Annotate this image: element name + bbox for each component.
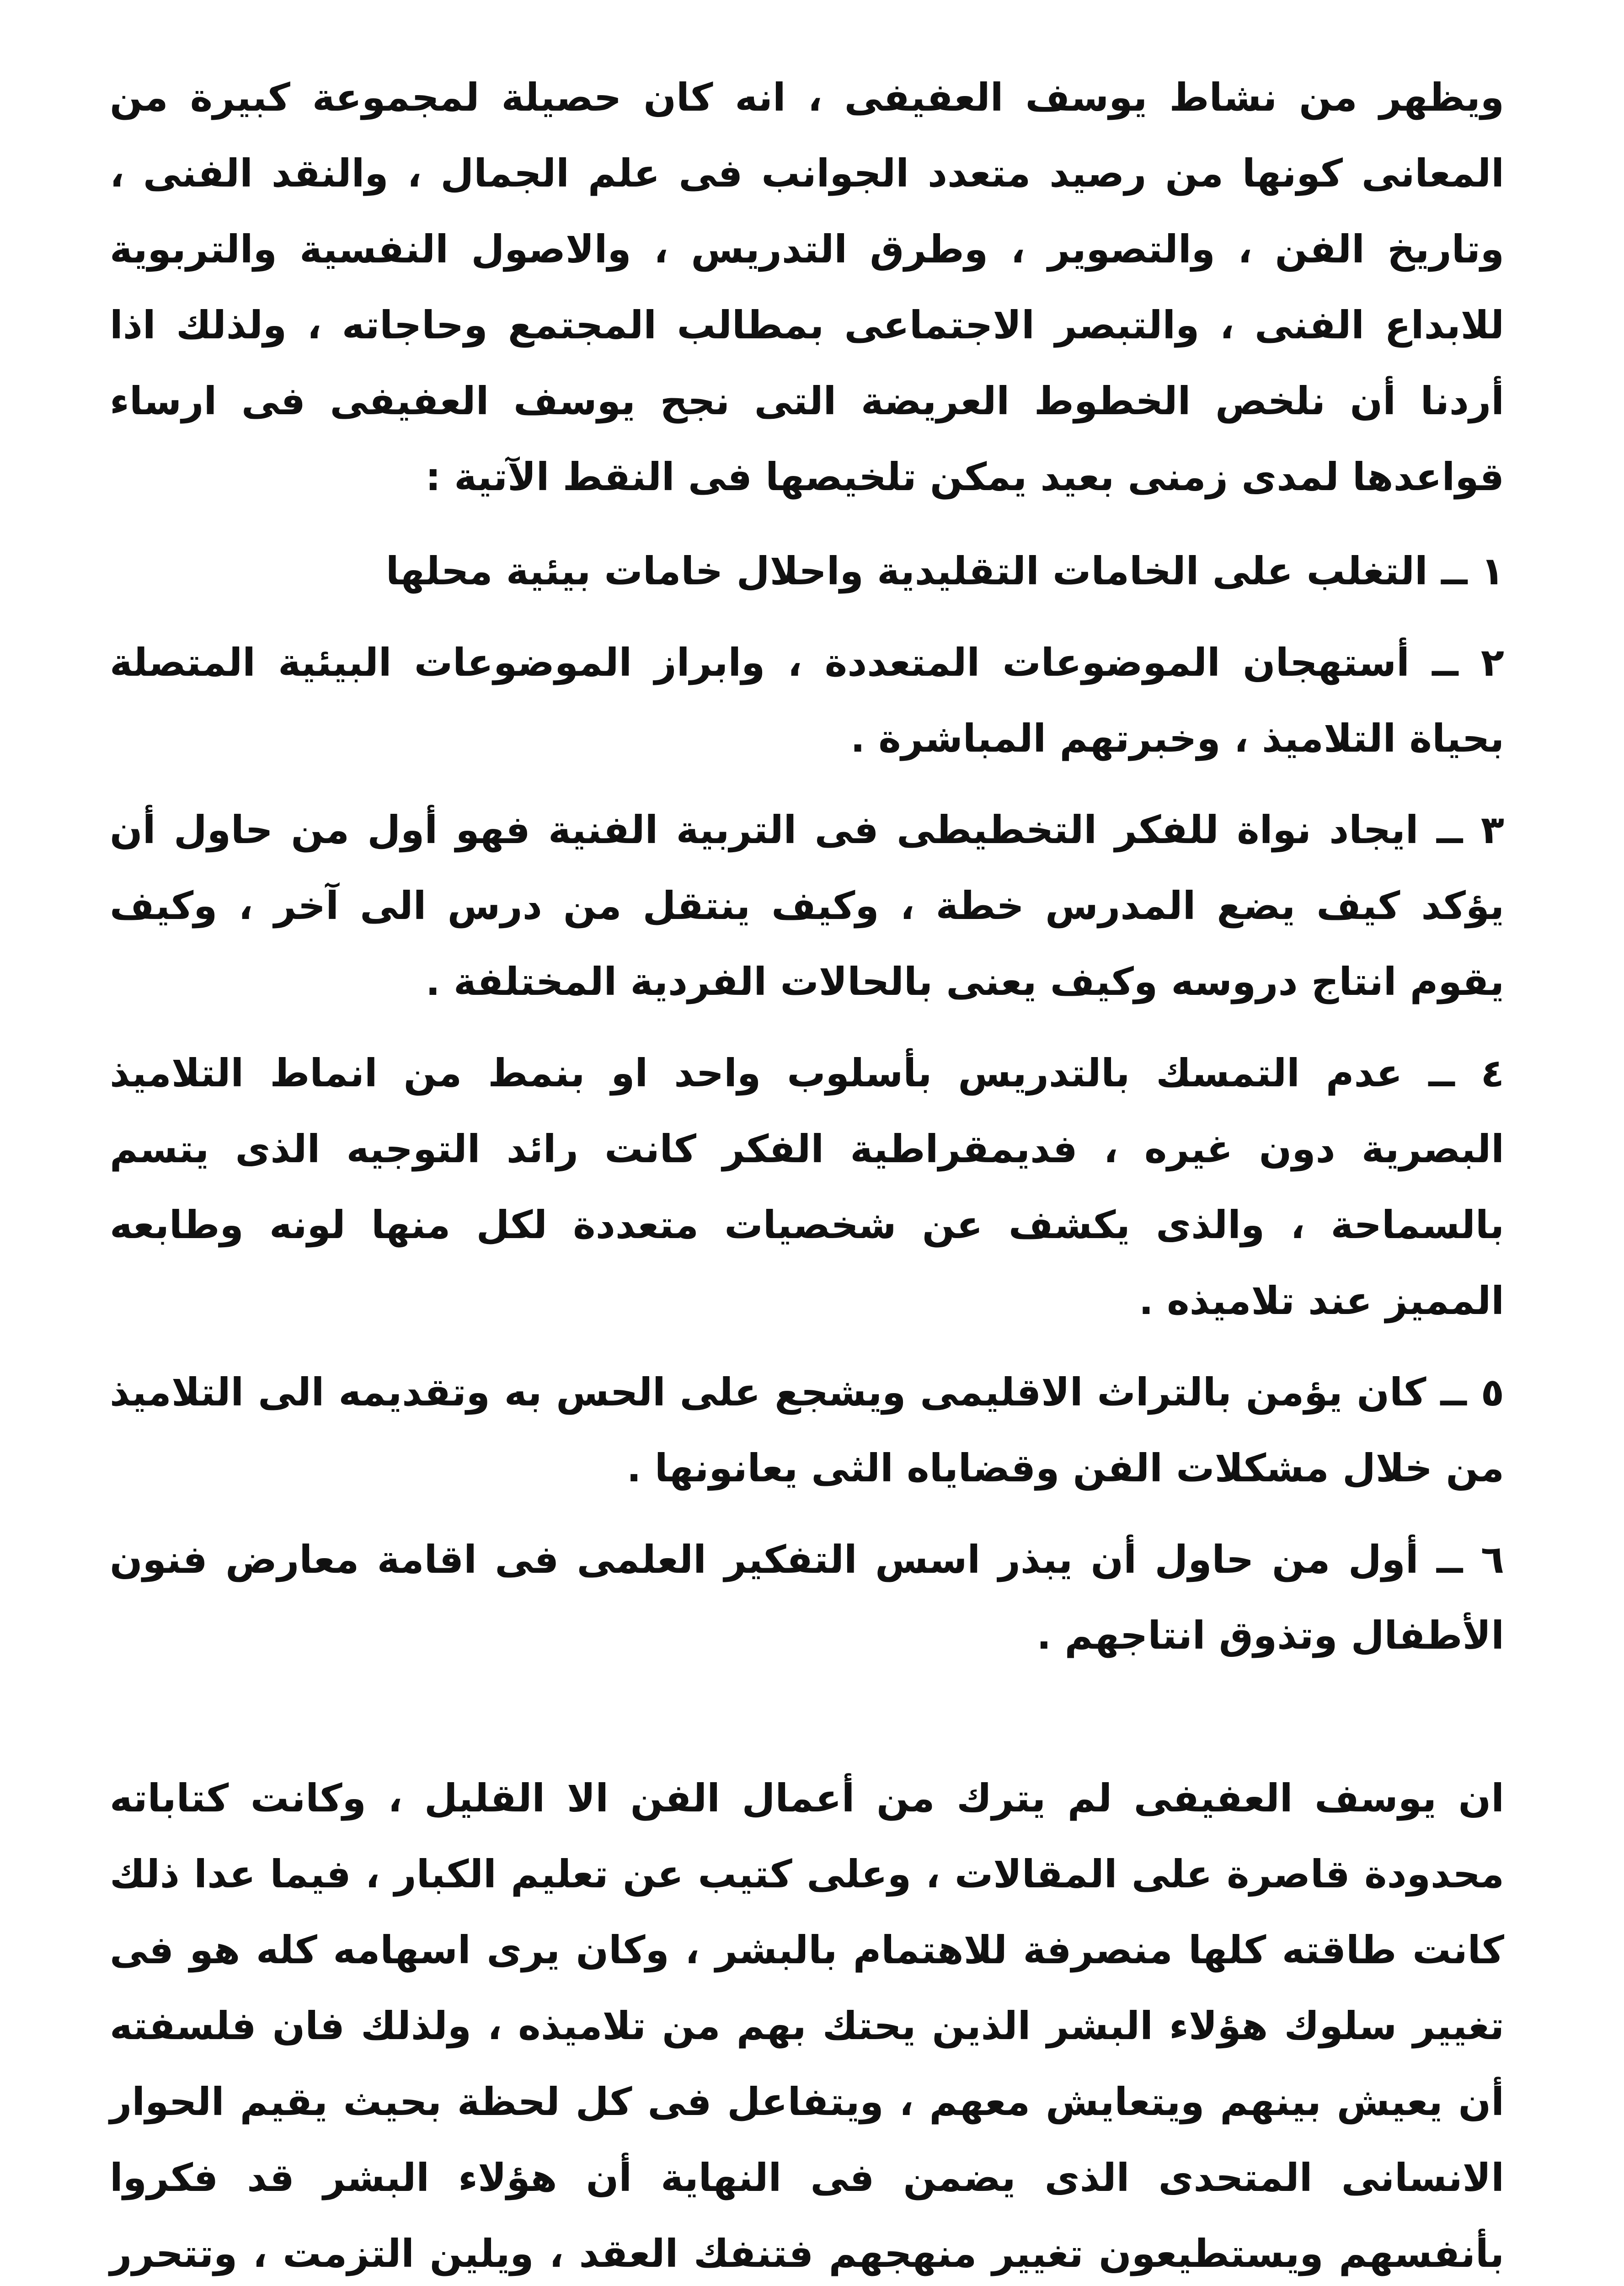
document-page xyxy=(110,59,1504,2286)
points-list xyxy=(110,533,1504,1673)
list-item: ٣ ــ ايجاد نواة للفكر التخطيطى فى التربية الفنية فهو أول من حاول أن يؤكد كيف يضع المدرس خطة ، وكيف ينتقل من درس الى آخر ، وكيف يقوم انتاج دروسه وكيف يعنى بالحالات الفردية المختلفة . xyxy=(110,807,1504,1004)
list-item: ٥ ــ كان يؤمن بالتراث الاقليمى ويشجع على الحس به وتقديمه الى التلاميذ من خلال مشكلات الفن وقضاياه الثى يعانونها . xyxy=(110,1370,1504,1490)
body-paragraph: ان يوسف العفيفى لم يترك من أعمال الفن الا القليل ، وكانت كتاباته محدودة قاصرة على المقالات ، وعلى كتيب عن تعليم الكبار ، فيما عدا ذلك كانت طاقته كلها منصرفة للاهتمام بالبشر ، وكان يرى اسهامه كله هو فى تغيير سلوك هؤلاء البشر الذين يحتك بهم من تلاميذه ، ولذلك فان فلسفته أن يعيش بينهم ويتعايش معهم ، ويتفاعل فى كل لحظة بحيث يقيم الحوار الانسانى المتحدى الذى يضمن فى النهاية أن هؤلاء البشر قد فكروا بأنفسهم ويستطيعون تغيير منهجهم فتنفك العقد ، ويلين التزمت ، وتتحرر xyxy=(110,1776,1504,2276)
intro-paragraph: ويظهر من نشاط يوسف العفيفى ، انه كان حصيلة لمجموعة كبيرة من المعانى كونها من رصيد متعدد الجوانب فى علم الجمال ، والنقد الفنى ، وتاريخ الفن ، والتصوير ، وطرق التدريس ، والاصول النفسية والتربوية للابداع الفنى ، والتبصر الاجتماعى بمطالب المجتمع وحاجاته ، ولذلك اذا أردنا أن نلخص الخطوط العريضة التى نجح يوسف العفيفى فى ارساء قواعدها لمدى زمنى بعيد يمكن تلخيصها فى النقط الآتية : xyxy=(110,75,1504,499)
list-item: ٦ ــ أول من حاول أن يبذر اسس التفكير العلمى فى اقامة معارض فنون الأطفال وتذوق انتاجهم . xyxy=(110,1537,1504,1658)
list-item: ٤ ــ عدم التمسك بالتدريس بأسلوب واحد او بنمط من انماط التلاميذ البصرية دون غيره ، فديمقراطية الفكر كانت رائد التوجيه الذى يتسم بالسماحة ، والذى يكشف عن شخصيات متعددة لكل منها لونه وطابعه المميز عند تلاميذه . xyxy=(110,1051,1504,1323)
list-item: ١ ــ التغلب على الخامات التقليدية واحلال خامات بيئية محلها xyxy=(385,549,1504,593)
list-item: ٢ ــ أستهجان الموضوعات المتعددة ، وابراز الموضوعات البيئية المتصلة بحياة التلاميذ ، وخبرتهم المباشرة . xyxy=(110,640,1504,761)
